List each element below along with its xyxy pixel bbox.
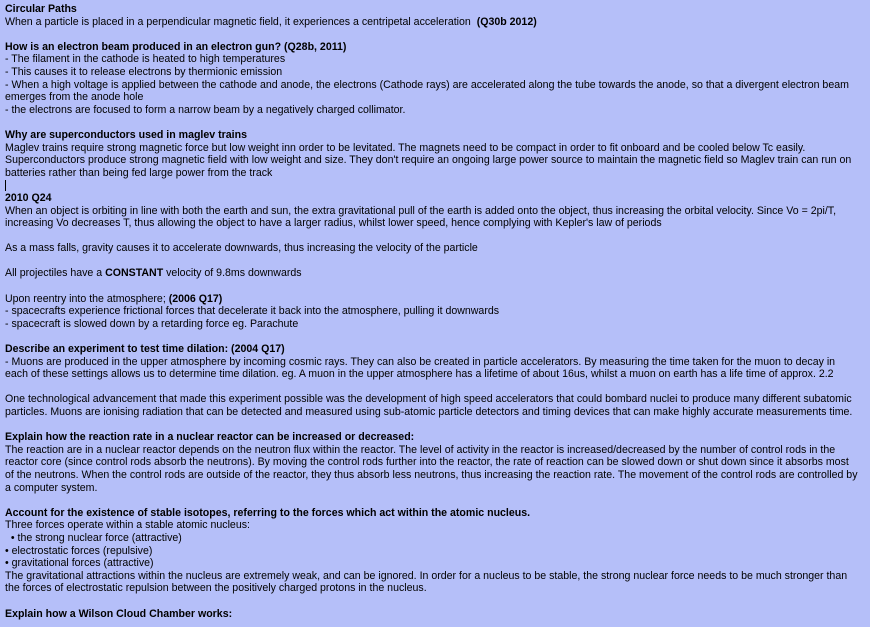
projectiles-pre: All projectiles have a (5, 267, 106, 280)
superconductors-line: Maglev trains require strong magnetic force but low weight inn order to be levitated. The magnets need to be compact in order to fit onboard and be cooled below Tc easily. (5, 141, 806, 154)
isotopes-line: The gravitational attractions within the nucleus are extremely weak, and can be ignored. In order for a nucleus to be stable, the strong nuclear force needs to be much stronger than (5, 569, 848, 582)
heading-2010-q24: 2010 Q24 (5, 191, 52, 204)
isotopes-line: the forces of electrostatic repulsion between the positively charged protons in the nucleus. (5, 582, 427, 595)
electron-gun-line: emerges from the anode hole (5, 91, 144, 104)
heading-superconductors: Why are superconductors used in maglev trains (5, 128, 247, 141)
projectiles-bold: CONSTANT (105, 267, 164, 280)
electron-gun-line: - When a high voltage is applied between the cathode and anode, the electrons (Cathode rays) are accelerated along the tube towards the anode, so that a divergent electron beam (5, 78, 849, 91)
reaction-rate-line: The reaction are in a nuclear reactor depends on the neutron flux within the reactor. The level of activity in the reactor is increased/decreased by the number of control rods in the (5, 443, 836, 456)
spacer (5, 595, 865, 608)
heading-electron-gun: How is an electron beam produced in an electron gun? (Q28b, 2011) (5, 40, 347, 53)
spacer (5, 28, 865, 41)
spacer (5, 230, 865, 243)
reaction-rate-line: of the neutrons. When the control rods are outside of the reactor, they thus absorb less neutrons, thus increasing the reaction rate. The movement of the control rods are controlled by (5, 468, 858, 481)
isotopes-bullet: • electrostatic forces (repulsive) (5, 544, 153, 557)
text-cursor-line[interactable] (5, 179, 865, 192)
isotopes-bullet: • the strong nuclear force (attractive) (5, 531, 182, 544)
circular-paths-text: When a particle is placed in a perpendicular magnetic field, it experiences a centripetal acceleration (5, 15, 471, 28)
spacer (5, 381, 865, 394)
advancement-line: One technological advancement that made this experiment possible was the development of high speed accelerators that could bombard nuclei to produce many different subatomic (5, 393, 852, 406)
circular-paths-ref: (Q30b 2012) (476, 15, 537, 28)
spacer (5, 494, 865, 507)
superconductors-line: Superconductors produce strong magnetic field with low weight and size. They don't require an ongoing large power source to maintain the magnetic field so Maglev train can run on (5, 154, 852, 167)
superconductors-line: batteries rather than being fed large power from the track (5, 166, 273, 179)
heading-reaction-rate: Explain how the reaction rate in a nuclear reactor can be increased or decreased: (5, 431, 415, 444)
time-dilation-line: - Muons are produced in the upper atmosphere by incoming cosmic rays. They can also be created in particle accelerators. By measuring the time taken for the muon to decay in (5, 355, 836, 368)
reentry-line: - spacecrafts experience frictional forces that decelerate it back into the atmosphere, pulling it downwards (5, 305, 500, 318)
heading-circular-paths: Circular Paths (5, 3, 77, 15)
spacer (5, 116, 865, 129)
spacer (5, 330, 865, 343)
advancement-line: particles. Muons are ionising radiation that can be detected and measured using sub-atomic particle detectors and timing devices that can make highly accurate measurements time. (5, 406, 853, 418)
heading-time-dilation: Describe an experiment to test time dilation: (2004 Q17) (5, 343, 285, 356)
reaction-rate-line: reactor core (since control rods absorb the neutrons). By moving the control rods further into the reactor, the rate of reaction can be slowed down or shut down since it absorbs most (5, 456, 849, 469)
spacer (5, 255, 865, 268)
falling-mass-text: As a mass falls, gravity causes it to accelerate downwards, thus increasing the velocity of the particle (5, 242, 478, 255)
electron-gun-line: - This causes it to release electrons by thermionic emission (5, 65, 283, 78)
electron-gun-line: - the electrons are focused to form a narrow beam by a negatively charged collimator. (5, 103, 406, 116)
spacer (5, 419, 865, 432)
isotopes-line: Three forces operate within a stable atomic nucleus: (5, 519, 250, 532)
orbit-line: When an object is orbiting in line with both the earth and sun, the extra gravitational pull of the earth is added onto the object, thus increasing the orbital velocity. Since Vo = 2pi/T, (5, 204, 837, 217)
heading-cloud-chamber: Explain how a Wilson Cloud Chamber works: (5, 607, 233, 620)
reentry-intro-line (5, 293, 865, 306)
reaction-rate-line: a computer system. (5, 481, 98, 494)
reentry-intro: Upon reentry into the atmosphere; (5, 292, 169, 305)
reentry-ref: (2006 Q17) (168, 292, 223, 305)
heading-stable-isotopes: Account for the existence of stable isotopes, referring to the forces which act within the atomic nucleus. (5, 506, 531, 519)
projectiles-post: velocity of 9.8ms downwards (163, 267, 302, 280)
orbit-line: increasing Vo decreases T, thus allowing the object to have a larger radius, whilst lower speed, hence complying with Kepler's law of periods (5, 217, 662, 230)
circular-paths-text-line (5, 16, 865, 29)
spacer (5, 280, 865, 293)
text-cursor (5, 180, 6, 191)
time-dilation-line: each of these settings allows us to determine time dilation. eg. A muon in the upper atmosphere has a lifetime of about 16us, whilst a muon on earth has a life time of approx. 2.2 (5, 368, 834, 381)
electron-gun-line: - The filament in the cathode is heated to high temperatures (5, 53, 286, 66)
reentry-line: - spacecraft is slowed down by a retarding force eg. Parachute (5, 317, 299, 330)
isotopes-bullet: • gravitational forces (attractive) (5, 557, 154, 570)
projectiles-line (5, 267, 865, 280)
